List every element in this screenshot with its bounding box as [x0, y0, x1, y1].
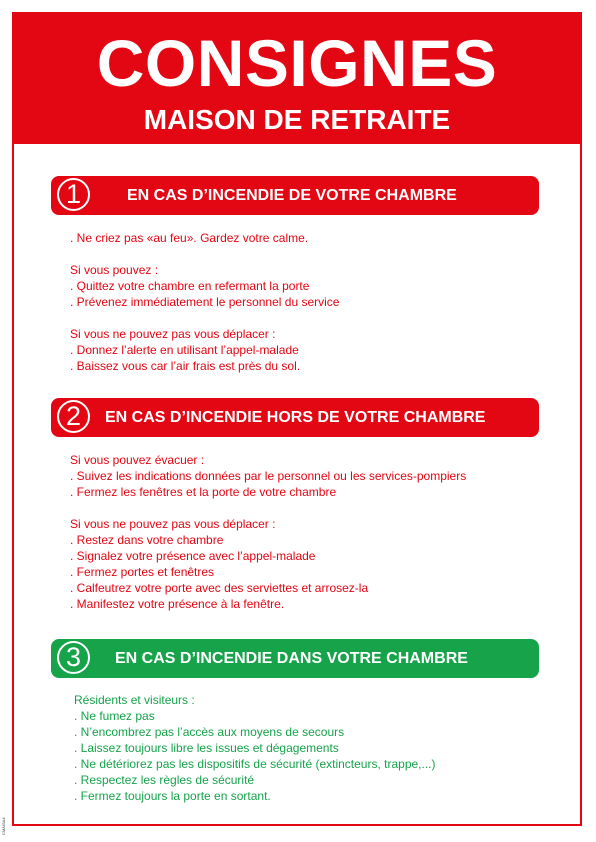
section-1-line: . Baissez vous car l’air frais est près du sol.: [70, 359, 301, 373]
section-1-line: Si vous pouvez :: [70, 263, 159, 277]
sign-title: CONSIGNES: [96, 26, 498, 100]
section-2-line: . Calfeutrez votre porte avec des serviettes et arrosez-la: [70, 581, 369, 595]
section-1-line: . Quittez votre chambre en refermant la porte: [70, 279, 310, 293]
section-2-line: [70, 500, 466, 516]
section-2-text: [70, 452, 466, 612]
sign-header: [14, 14, 580, 144]
section-2-line: . Restez dans votre chambre: [70, 533, 224, 547]
section-2-line: . Signalez votre présence avec l’appel-malade: [70, 549, 316, 563]
section-3-line: . Laissez toujours libre les issues et dégagements: [74, 741, 339, 755]
section-3-text: [74, 692, 436, 804]
section-2-number: 2: [57, 400, 90, 433]
section-2-line: . Fermez les fenêtres et la porte de votre chambre: [70, 485, 337, 499]
section-1-line: . Prévenez immédiatement le personnel du service: [70, 295, 340, 309]
section-2-title: EN CAS D’INCENDIE HORS DE VOTRE CHAMBRE: [105, 409, 486, 426]
sign-subtitle: MAISON DE RETRAITE: [143, 104, 451, 135]
section-1-bar: [51, 176, 539, 215]
product-code: CMAISA4: [1, 817, 6, 835]
section-2-line: . Manifestez votre présence à la fenêtre.: [70, 597, 285, 611]
section-3-line: . Ne fumez pas: [74, 709, 155, 723]
section-2-line: . Fermez portes et fenêtres: [70, 565, 215, 579]
section-2-line: Si vous ne pouvez pas vous déplacer :: [70, 517, 276, 531]
section-3-line: . Fermez toujours la porte en sortant.: [74, 789, 271, 803]
section-3-line: Résidents et visiteurs :: [74, 693, 195, 707]
section-3-line: . Respectez les règles de sécurité: [74, 773, 255, 787]
section-3-line: . Ne détériorez pas les dispositifs de sécurité (extincteurs, trappe,...): [74, 757, 436, 771]
section-2-bar: [51, 398, 539, 437]
section-3-number: 3: [57, 641, 90, 674]
section-1-line: [70, 310, 339, 326]
section-1-number: 1: [57, 178, 90, 211]
section-3-line: . N’encombrez pas l’accès aux moyens de secours: [74, 725, 345, 739]
section-2-line: Si vous pouvez évacuer :: [70, 453, 205, 467]
section-3-bar: [51, 639, 539, 678]
section-1-line: . Ne criez pas «au feu». Gardez votre calme.: [70, 231, 309, 245]
section-3-title: EN CAS D’INCENDIE DANS VOTRE CHAMBRE: [115, 650, 468, 667]
section-1-text: [70, 230, 339, 374]
section-1-line: . Donnez l’alerte en utilisant l’appel-malade: [70, 343, 299, 357]
section-2-line: . Suivez les indications données par le personnel ou les services-pompiers: [70, 469, 467, 483]
section-1-line: [70, 246, 339, 262]
section-1-title: EN CAS D’INCENDIE DE VOTRE CHAMBRE: [127, 187, 457, 204]
section-1-line: Si vous ne pouvez pas vous déplacer :: [70, 327, 276, 341]
